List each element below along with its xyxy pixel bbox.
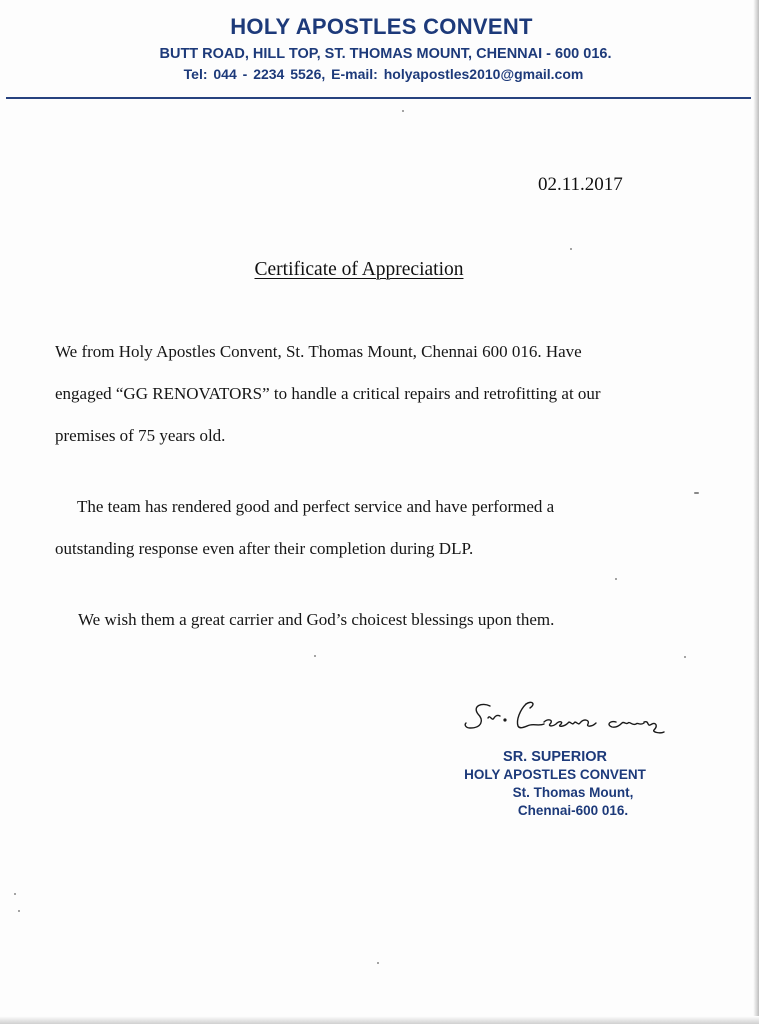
organization-name: HOLY APOSTLES CONVENT [230, 14, 533, 39]
scan-speck [314, 655, 316, 657]
scan-speck [402, 110, 404, 112]
letterhead [0, 14, 759, 82]
scan-edge-right [753, 0, 759, 1024]
paragraph-2-line-2: outstanding response even after their completion during DLP. [55, 539, 474, 558]
scan-edge-bottom [0, 1016, 759, 1024]
paragraph-2-line-1: The team has rendered good and perfect service and have performed a [77, 497, 555, 516]
scan-speck [570, 248, 572, 250]
handwritten-signature [460, 692, 670, 740]
scan-speck [694, 492, 699, 494]
scan-speck [377, 962, 379, 964]
paragraph-1-line-2: engaged “GG RENOVATORS” to handle a critical repairs and retrofitting at our [55, 384, 601, 403]
paragraph-2 [55, 486, 695, 570]
organization-contact: Tel: 044 - 2234 5526, E-mail: holyapostles2010@gmail.com [183, 66, 584, 82]
organization-address: BUTT ROAD, HILL TOP, ST. THOMAS MOUNT, CHENNAI - 600 016. [159, 46, 612, 62]
paragraph-1 [55, 331, 695, 457]
letter-date: 02.11.2017 [538, 174, 623, 195]
signatory-address-line-2: Chennai-600 016. [517, 803, 629, 818]
scan-speck [684, 656, 686, 658]
paragraph-3 [78, 599, 718, 641]
paragraph-1-line-1: We from Holy Apostles Convent, St. Thomas Mount, Chennai 600 016. Have [55, 342, 582, 361]
signatory-block [440, 748, 670, 820]
scan-speck [18, 910, 20, 912]
letterhead-divider [6, 97, 751, 99]
paragraph-1-line-3: premises of 75 years old. [55, 426, 226, 445]
signatory-title: SR. SUPERIOR [503, 749, 607, 765]
scan-speck [14, 893, 16, 895]
signatory-address-line-1: St. Thomas Mount, [512, 785, 634, 800]
paragraph-3-line-1: We wish them a great carrier and God’s choicest blessings upon them. [78, 610, 555, 629]
scan-speck [615, 578, 617, 580]
signatory-organization: HOLY APOSTLES CONVENT [464, 767, 646, 782]
letter-title: Certificate of Appreciation [254, 259, 464, 280]
